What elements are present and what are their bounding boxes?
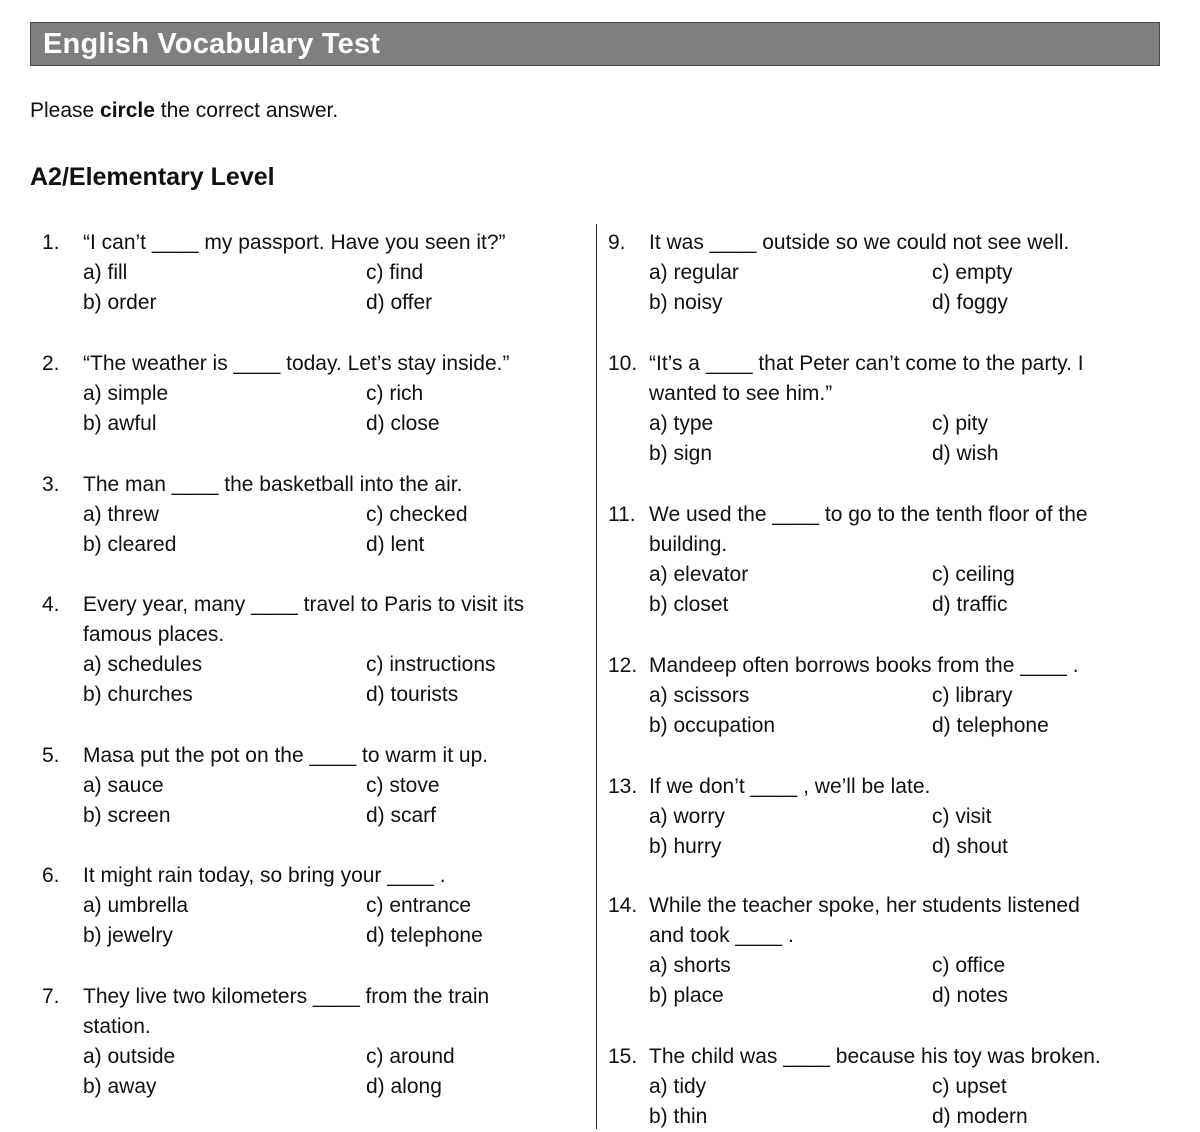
answer-option-d[interactable]: d) close [366,412,440,435]
question-text: It might rain today, so bring your ____ . [83,864,446,887]
answer-option-a[interactable]: a) tidy [649,1075,707,1098]
answer-option-c[interactable]: c) around [366,1045,455,1068]
question-text: “It’s a ____ that Peter can’t come to the party. I [649,352,1084,375]
answer-option-d[interactable]: d) wish [932,442,999,465]
answer-option-a[interactable]: a) sauce [83,774,164,797]
instruction-bold: circle [100,99,155,122]
answer-option-b[interactable]: b) closet [649,593,729,616]
instruction-pre: Please [30,99,101,122]
answer-option-b[interactable]: b) occupation [649,714,776,737]
answer-option-b[interactable]: b) awful [83,412,157,435]
answer-option-b[interactable]: b) noisy [649,291,723,314]
instruction [30,99,338,123]
question-text: station. [83,1015,151,1038]
answer-option-d[interactable]: d) telephone [932,714,1049,737]
answer-option-b[interactable]: b) order [83,291,157,314]
answer-option-c[interactable]: c) checked [366,503,468,526]
question-number: 4. [42,593,60,616]
question-text: building. [649,533,728,556]
answer-option-b[interactable]: b) sign [649,442,713,465]
level-heading: A2/Elementary Level [30,163,275,191]
answer-option-a[interactable]: a) type [649,412,714,435]
question-number: 9. [608,231,626,254]
question-number: 12. [608,654,638,677]
answer-option-c[interactable]: c) upset [932,1075,1007,1098]
page-title: English Vocabulary Test [43,28,381,60]
question-text: If we don’t ____ , we’ll be late. [649,775,931,798]
answer-option-b[interactable]: b) hurry [649,835,722,858]
answer-option-d[interactable]: d) foggy [932,291,1008,314]
answer-option-a[interactable]: a) worry [649,805,725,828]
answer-option-c[interactable]: c) rich [366,382,424,405]
question-number: 15. [608,1045,638,1068]
question-number: 5. [42,744,60,767]
answer-option-a[interactable]: a) threw [83,503,159,526]
answer-option-d[interactable]: d) modern [932,1105,1028,1128]
answer-option-a[interactable]: a) schedules [83,653,203,676]
answer-option-b[interactable]: b) place [649,984,724,1007]
question-number: 10. [608,352,638,375]
question-text: Masa put the pot on the ____ to warm it up. [83,744,489,767]
answer-option-b[interactable]: b) cleared [83,533,177,556]
question-text: and took ____ . [649,924,794,947]
answer-option-b[interactable]: b) away [83,1075,157,1098]
question-text: While the teacher spoke, her students listened [649,894,1080,917]
answer-option-b[interactable]: b) churches [83,683,193,706]
question-number: 7. [42,985,60,1008]
question-number: 11. [608,503,636,526]
question-text: It was ____ outside so we could not see well. [649,231,1070,254]
answer-option-d[interactable]: d) tourists [366,683,459,706]
question-text: famous places. [83,623,225,646]
question-number: 14. [608,894,638,917]
answer-option-a[interactable]: a) fill [83,261,128,284]
question-text: wanted to see him.” [649,382,833,405]
question-number: 6. [42,864,60,887]
answer-option-c[interactable]: c) entrance [366,894,472,917]
answer-option-c[interactable]: c) find [366,261,424,284]
answer-option-a[interactable]: a) simple [83,382,169,405]
answer-option-a[interactable]: a) umbrella [83,894,189,917]
answer-option-a[interactable]: a) elevator [649,563,749,586]
question-text: “I can’t ____ my passport. Have you seen it?” [83,231,506,254]
answer-option-a[interactable]: a) outside [83,1045,176,1068]
question-text: Every year, many ____ travel to Paris to visit its [83,593,525,616]
question-number: 3. [42,473,60,496]
question-text: We used the ____ to go to the tenth floor of the [649,503,1088,526]
answer-option-c[interactable]: c) pity [932,412,989,435]
question-text: Mandeep often borrows books from the ____ . [649,654,1079,677]
title-bar [30,22,1160,66]
answer-option-d[interactable]: d) shout [932,835,1008,858]
answer-option-c[interactable]: c) visit [932,805,992,828]
question-number: 13. [608,775,638,798]
answer-option-c[interactable]: c) empty [932,261,1013,284]
answer-option-b[interactable]: b) thin [649,1105,708,1128]
answer-option-a[interactable]: a) scissors [649,684,750,707]
question-number: 1. [42,231,60,254]
column-divider [596,224,597,1129]
question-text: “The weather is ____ today. Let’s stay inside.” [83,352,510,375]
answer-option-d[interactable]: d) notes [932,984,1008,1007]
answer-option-a[interactable]: a) regular [649,261,739,284]
answer-option-c[interactable]: c) office [932,954,1006,977]
answer-option-c[interactable]: c) ceiling [932,563,1015,586]
answer-option-d[interactable]: d) traffic [932,593,1008,616]
answer-option-d[interactable]: d) telephone [366,924,483,947]
answer-option-d[interactable]: d) scarf [366,804,437,827]
instruction-post: the correct answer. [154,99,339,122]
answer-option-d[interactable]: d) offer [366,291,433,314]
question-number: 2. [42,352,60,375]
answer-option-c[interactable]: c) library [932,684,1013,707]
answer-option-d[interactable]: d) along [366,1075,442,1098]
answer-option-c[interactable]: c) stove [366,774,440,797]
answer-option-b[interactable]: b) jewelry [83,924,173,947]
question-text: They live two kilometers ____ from the train [83,985,490,1008]
answer-option-d[interactable]: d) lent [366,533,425,556]
answer-option-a[interactable]: a) shorts [649,954,731,977]
question-text: The child was ____ because his toy was broken. [649,1045,1101,1068]
question-text: The man ____ the basketball into the air. [83,473,463,496]
answer-option-b[interactable]: b) screen [83,804,171,827]
answer-option-c[interactable]: c) instructions [366,653,496,676]
